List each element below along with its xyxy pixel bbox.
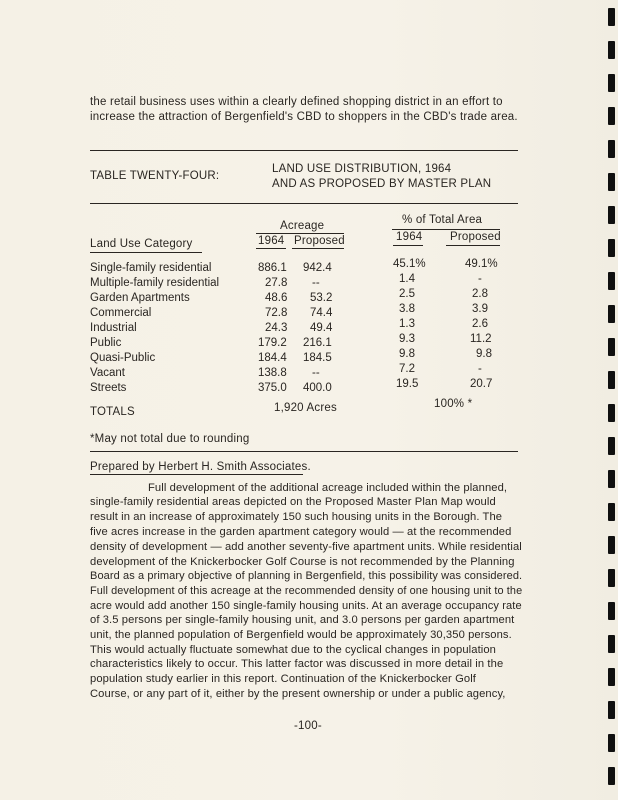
- binding-tab: [608, 503, 615, 521]
- pct-header: % of Total Area: [402, 214, 483, 226]
- row-pct-1964: 9.8: [399, 348, 415, 360]
- binding-tab: [608, 239, 615, 257]
- body-line: This would actually fluctuate somewhat due to the cyclical changes in population: [90, 644, 497, 656]
- row-pct-proposed: -: [478, 273, 482, 285]
- row-pct-proposed: 2.8: [472, 288, 488, 300]
- row-category: Public: [90, 337, 122, 349]
- binding-tab: [608, 173, 615, 191]
- row-acre-1964: 179.2: [258, 337, 287, 349]
- row-acre-1964: 24.3: [265, 322, 288, 334]
- body-line: Board as a primary objective of planning in Bergenfield, this possibility was considered.: [90, 570, 523, 582]
- row-acre-proposed: --: [312, 277, 320, 289]
- row-pct-1964: 2.5: [399, 288, 415, 300]
- body-line: five acres increase in the garden apartment category would — at the recommended: [90, 526, 512, 538]
- binding-tab: [608, 602, 615, 620]
- body-line: population study earlier in this report. Continuation of the Knickerbocker Golf: [90, 673, 476, 685]
- acreage-1964-header: 1964: [258, 235, 285, 247]
- acreage-header: Acreage: [280, 220, 325, 232]
- row-pct-proposed: 11.2: [470, 333, 492, 345]
- row-pct-1964: 9.3: [399, 333, 415, 345]
- body-line: development of the Knickerbocker Golf Course is not recommended by the Planning: [90, 556, 515, 568]
- row-category: Vacant: [90, 367, 125, 379]
- binding-tab: [608, 569, 615, 587]
- table-title-line-2: AND AS PROPOSED BY MASTER PLAN: [272, 178, 492, 190]
- row-category: Quasi-Public: [90, 352, 156, 364]
- binding-tab: [608, 404, 615, 422]
- row-acre-1964: 72.8: [265, 307, 288, 319]
- table-bottom-rule: [90, 451, 518, 452]
- spiral-binding: [604, 0, 618, 800]
- row-acre-1964: 886.1: [258, 262, 287, 274]
- row-acre-proposed: 53.2: [310, 292, 333, 304]
- binding-tab: [608, 305, 615, 323]
- row-pct-proposed: 3.9: [472, 303, 488, 315]
- row-acre-1964: 27.8: [265, 277, 288, 289]
- acreage-1964-underline: [256, 248, 286, 249]
- row-category: Single-family residential: [90, 262, 212, 274]
- totals-label: TOTALS: [90, 406, 135, 418]
- row-pct-proposed: 49.1%: [465, 258, 498, 270]
- binding-tab: [608, 470, 615, 488]
- row-acre-1964: 138.8: [258, 367, 287, 379]
- body-line: characteristics likely to occur. This latter factor was discussed in more detail in the: [90, 658, 504, 670]
- page-number: -100-: [294, 720, 322, 732]
- table-footnote: *May not total due to rounding: [90, 433, 250, 445]
- binding-tab: [608, 8, 615, 26]
- totals-percent: 100% *: [434, 398, 473, 410]
- row-pct-proposed: 20.7: [470, 378, 493, 390]
- row-pct-1964: 7.2: [399, 363, 415, 375]
- binding-tab: [608, 668, 615, 686]
- body-line: density of development — add another seventy-five apartment units. While residential: [90, 541, 522, 553]
- body-line: Full development of the additional acreage included within the planned,: [148, 482, 508, 494]
- pct-proposed-header: Proposed: [450, 231, 501, 243]
- row-acre-proposed: 49.4: [310, 322, 333, 334]
- acreage-proposed-header: Proposed: [294, 235, 345, 247]
- totals-acreage: 1,920 Acres: [274, 402, 337, 414]
- pct-1964-header: 1964: [396, 231, 423, 243]
- row-category: Garden Apartments: [90, 292, 190, 304]
- binding-tab: [608, 635, 615, 653]
- row-acre-proposed: 216.1: [303, 337, 332, 349]
- acreage-proposed-underline: [292, 248, 344, 249]
- binding-tab: [608, 701, 615, 719]
- binding-tab: [608, 371, 615, 389]
- binding-tab: [608, 140, 615, 158]
- table-label: TABLE TWENTY-FOUR:: [90, 170, 220, 182]
- row-acre-proposed: 184.5: [303, 352, 332, 364]
- table-title-rule: [90, 203, 518, 204]
- row-pct-1964: 3.8: [399, 303, 415, 315]
- binding-tab: [608, 734, 615, 752]
- binding-tab: [608, 437, 615, 455]
- binding-tab: [608, 74, 615, 92]
- binding-tab: [608, 41, 615, 59]
- body-line: unit, the planned population of Bergenfield would be approximately 30,350 persons.: [90, 629, 512, 641]
- intro-line-1: the retail business uses within a clearly defined shopping district in an effort to: [90, 96, 503, 108]
- binding-tab: [608, 536, 615, 554]
- binding-tab: [608, 272, 615, 290]
- pct-1964-underline: [393, 245, 423, 246]
- body-line: result in an increase of approximately 150 such housing units in the Borough. The: [90, 511, 503, 523]
- body-line: Full development of this acreage at the recommended density of one housing unit to the: [90, 585, 523, 597]
- table-top-rule: [90, 150, 518, 151]
- row-pct-proposed: 9.8: [476, 348, 492, 360]
- row-pct-1964: 1.3: [399, 318, 415, 330]
- binding-tab: [608, 206, 615, 224]
- row-acre-proposed: --: [312, 367, 320, 379]
- row-pct-proposed: -: [478, 363, 482, 375]
- row-acre-proposed: 74.4: [310, 307, 333, 319]
- row-acre-1964: 48.6: [265, 292, 288, 304]
- row-pct-1964: 19.5: [396, 378, 419, 390]
- row-acre-1964: 375.0: [258, 382, 287, 394]
- row-pct-1964: 45.1%: [393, 258, 426, 270]
- row-acre-proposed: 942.4: [303, 262, 332, 274]
- body-line: single-family residential areas depicted on the Proposed Master Plan Map would: [90, 496, 496, 508]
- row-pct-proposed: 2.6: [472, 318, 488, 330]
- row-acre-proposed: 400.0: [303, 382, 332, 394]
- pct-proposed-underline: [446, 245, 500, 246]
- binding-tab: [608, 107, 615, 125]
- category-header-underline: [90, 252, 202, 253]
- binding-tab: [608, 767, 615, 785]
- row-pct-1964: 1.4: [399, 273, 415, 285]
- body-line: acre would add another 150 single-family housing units. At an average occupancy rate: [90, 600, 522, 612]
- row-category: Commercial: [90, 307, 152, 319]
- row-acre-1964: 184.4: [258, 352, 287, 364]
- row-category: Streets: [90, 382, 127, 394]
- intro-line-2: increase the attraction of Bergenfield's CBD to shoppers in the CBD's trade area.: [90, 111, 518, 123]
- prepared-by-underline: [90, 474, 303, 475]
- body-line: Course, or any part of it, either by the present ownership or under a public agency,: [90, 688, 506, 700]
- binding-tab: [608, 338, 615, 356]
- category-header: Land Use Category: [90, 238, 193, 250]
- row-category: Industrial: [90, 322, 137, 334]
- acreage-header-rule: [256, 233, 344, 234]
- body-line: of 3.5 persons per single-family housing unit, and 3.0 persons per garden apartment: [90, 614, 515, 626]
- prepared-by: Prepared by Herbert H. Smith Associates.: [90, 461, 311, 473]
- pct-header-rule: [392, 229, 500, 230]
- row-category: Multiple-family residential: [90, 277, 220, 289]
- table-title-line-1: LAND USE DISTRIBUTION, 1964: [272, 163, 452, 175]
